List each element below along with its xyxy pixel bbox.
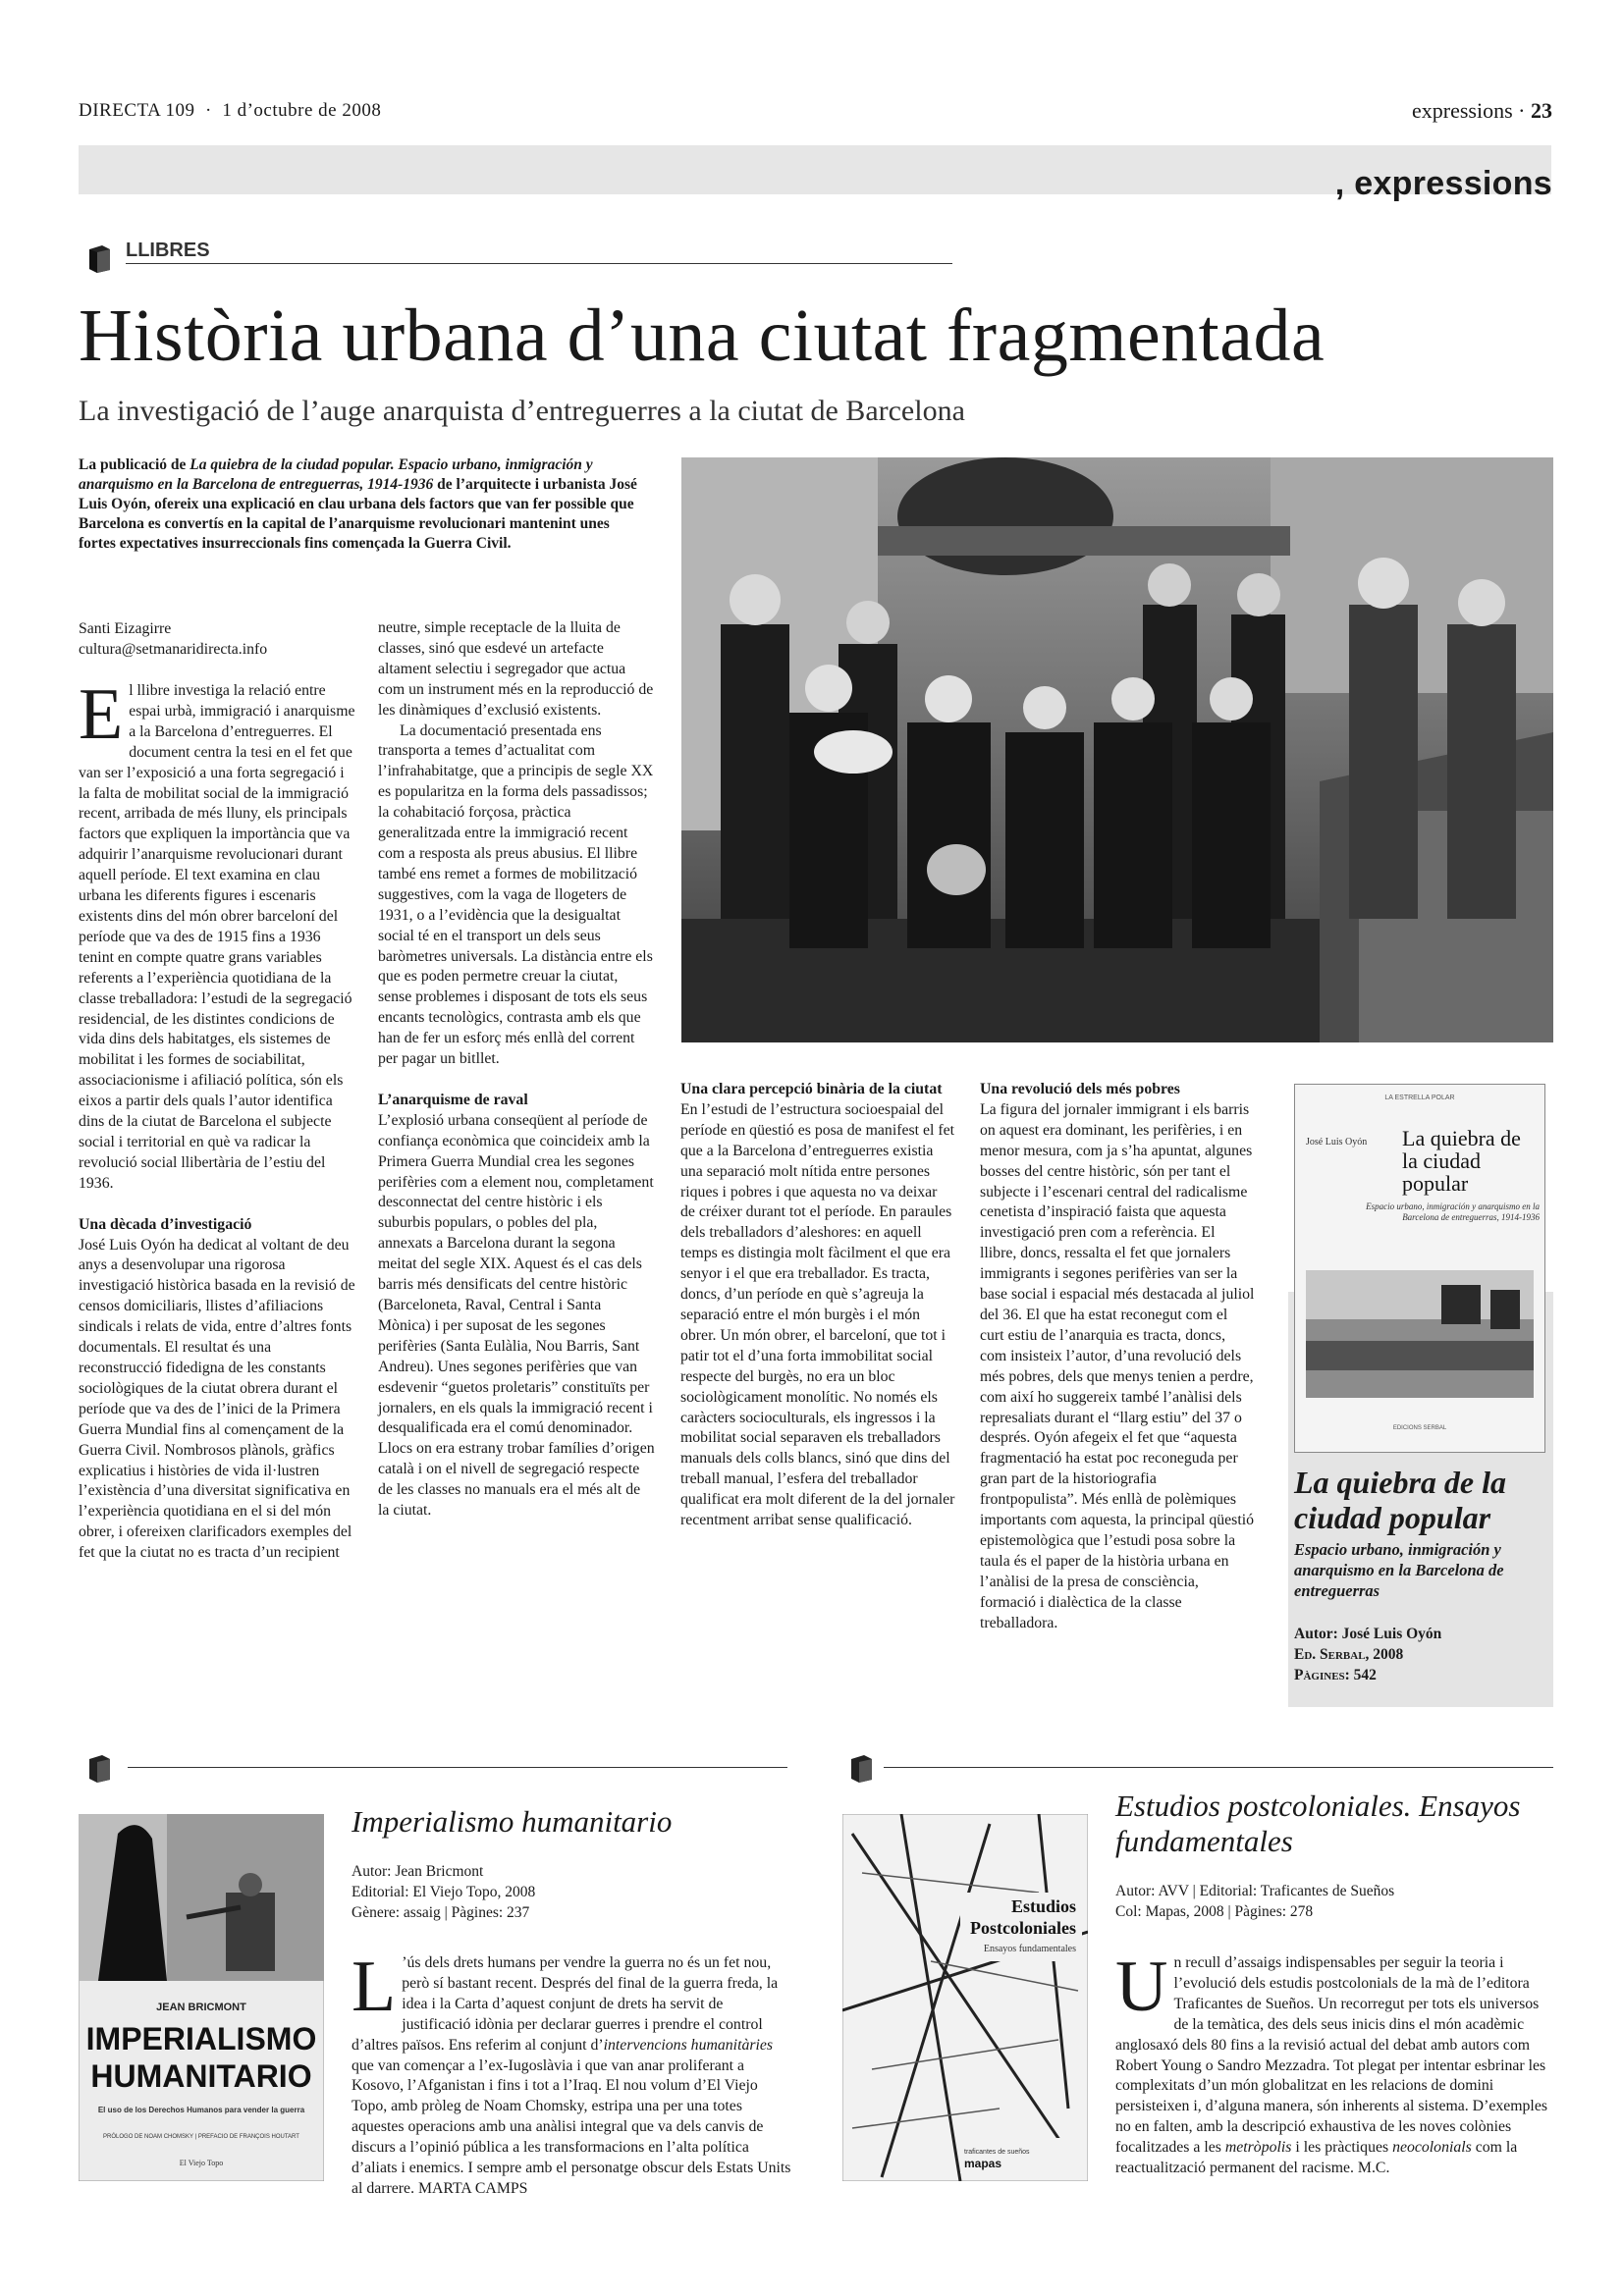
article-paragraph-5: L’explosió urbana conseqüent al període de confiança econòmica que coincideix amb la Primera Guerra Mundial crea les segones perifèries com a element nou, completament desconnectat del centre històric i els suburbis populars, o pobles del pla, annexats a Barcelona durant la segona meitat del segle XIX. Aquest és el cas dels barris més densificats del centre històric (Barceloneta, Raval, Central i Santa Mònica) i per suposat de les segones perifèries (Santa Eulàlia, Nou Barris, Sant Andreu). Unes segones perifèries que van esdevenir “guetos proletaris” constituïts per jornalers, en els quals la immigració recent i desqualificada era el comú denominador. Llocs on era estrany trobar famílies d’origen català i on el nivell de segregació respecte de les classes no manuals era el més alt de la ciutat. (378, 1111, 655, 1520)
cover2-title-2: HUMANITARIO (90, 2058, 312, 2094)
book-cover-imperialismo (79, 1814, 324, 2181)
issue-number: DIRECTA 109 (79, 100, 195, 121)
cover3-publisher: traficantes de sueños (964, 2149, 1030, 2156)
cover2-author: JEAN BRICMONT (156, 2002, 246, 2013)
cover3-subtitle: Ensayos fundamentales (983, 1944, 1076, 1954)
cover1-publisher: EDICIONS SERBAL (1392, 1425, 1447, 1431)
sidebar-author: Autor: José Luis Oyón (1294, 1626, 1442, 1642)
cover1-title: La quiebra de la ciudad popular (1402, 1127, 1521, 1196)
subheading-binaria: Una clara percepció binària de la ciutat (680, 1081, 943, 1097)
review-2-body (1115, 1947, 1553, 2179)
historic-group-photo (681, 457, 1553, 1042)
article-paragraph-3: neutre, simple receptacle de la lluita de classes, sinó que esdevé un artefacte altament selectiu i segregador que actua com un instrument més en la reproducció de les dinàmiques d’exclusió existents. (378, 619, 654, 719)
sidebar-pages: Pàgines: 542 (1294, 1667, 1377, 1683)
review-2-text-2: i les pràctiques (1291, 2139, 1393, 2157)
review-1-title: Imperialismo humanitario (352, 1804, 673, 1839)
page-number: 23 (1531, 98, 1552, 123)
byline (79, 618, 363, 660)
review-1-genre-pages: Gènere: assaig | Pàgines: 237 (352, 1904, 530, 1921)
cover3-title-1: Estudios (1010, 1896, 1076, 1916)
sidebar-book-subtitle: Espacio urbano, inmigración y anarquismo en la Barcelona de entreguerras (1294, 1540, 1504, 1600)
subheading-raval: L’anarquisme de raval (378, 1091, 528, 1108)
review-2-italic-1: metròpolis (1224, 2139, 1292, 2157)
article-column-4 (980, 1080, 1255, 1633)
author-email: cultura@setmanaridirecta.info (79, 641, 268, 658)
article-paragraph-2: José Luis Oyón ha dedicat al voltant de deu anys a desenvolupar una rigorosa investigació històrica basada en la revisió de censos domiciliaris, llistes d’afiliacions sindicals i relats de vida, entre d’altres fonts documentals. El resultat és una reconstrucció fidedigna de les constants sociològiques de la ciutat obrera durant el període que va des de l’inici de la Primera Guerra Mundial fins al començament de la Guerra Civil. Nombrosos plànols, gràfics explicatius i històries de vida il·lustren l’existència d’una diversitat significativa en l’experiència quotidiana en el si del món obrer, i ofereixen clarificadors exemples del fet que la ciutat no es tracta d’un recipient (79, 1236, 355, 1562)
article-paragraph-7: La figura del jornaler immigrant i els barris on aquest era dominant, les perifèries, i en menor mesura, com ja s’ha apuntat, algunes bosses del centre històric, són per tant el subjecte i l’escenari central del radicalisme cenetista d’inspiració faista que aquesta investigació pren com a referència. El llibre, doncs, ressalta el fet que jornalers immigrants i segones perifèries van ser la base social i espacial més destacada al juliol del 36. El que ha estat reconegut com el curt estiu de l’anarquia es tracta, doncs, com insisteix l’autor, d’una revolució dels més pobres, dels que menys tenien a perdre, com així ho suggereix també l’anàlisi dels represaliats durant el “llarg estiu” del 37 o després. Oyón afegeix el fet que “aquesta fragmentació ha estat poc reconeguda per gran part de la historiografia frontpopulista”. Més enllà de polèmiques importants com aquesta, la principal qüestió epistemològica que l’estudi posa sobre la taula és el paper de la història urbana en l’anàlisi de la presa de consciència, formació i dialèctica de la classe treballadora. (980, 1100, 1255, 1631)
cover2-publisher: El Viejo Topo (179, 2159, 224, 2167)
book-cover-quiebra (1294, 1084, 1545, 1453)
subheading-decada: Una dècada d’investigació (79, 1215, 252, 1233)
cover2-prologue: PRÓLOGO DE NOAM CHOMSKY | PREFACIO DE FRANÇOIS HOUTART (103, 2134, 299, 2140)
rubric-rule (126, 263, 952, 264)
cover1-series: LA ESTRELLA POLAR (1384, 1095, 1455, 1101)
cover1-subtitle: Espacio urbano, inmigración y anarquismo en la Barcelona de entreguerras, 1914-1936 (1366, 1201, 1540, 1222)
article-paragraph-1: l llibre investiga la relació entre espai urbà, immigració i anarquisme a la Barcelona d’entreguerres. El document centra la tesi en el fet que van ser l’exposició a una forta segregació i la falta de mobilitat social de la immigració recent, arribada de més lluny, els principals factors que expliquen la importància que va adquirir l’anarquisme revolucionari durant aquell període. El text examina en clau urbana les diferents figures i escenaris existents dins del món obrer barceloní del període que va des de 1915 fins a 1936 tenint en compte quatre grans variables referents a l’experiència quotidiana de la classe treballadora: l’estudi de la segregació residencial, de les distintes condicions de vida dins dels habitatges, els sistemes de mobilitat i les formes de sociabilitat, associacionisme i afiliació política, són els eixos a partir dels quals l’autor identifica dins de la ciutat de Barcelona el subjecte social i territorial en què va radicar la revolució social llibertària de l’estiu del 1936. (79, 682, 355, 1192)
cover3-series: mapas (964, 2157, 1002, 2170)
header-separator: · (205, 100, 212, 121)
lead-text-2: de l’arquitecte i urbanista José Luis Oyón, ofereix una explicació en clau urbana dels factors que van fer possible que Barcelona es convertís en la capital de l’anarquisme revolucionari mantenint unes fortes expectatives insurreccionals fins començada la Guerra Civil. (79, 476, 637, 552)
review-1-text-1: ’ús dels drets humans per vendre la guerra no és un fet nou, però sí bastant recent. Després del final de la guerra freda, la idea i la Carta d’aquest conjunt de drets ha servit de justificació idònia per declarar guerres i prendre el control d’altres països. Ens referim al conjunt d’ (352, 1954, 779, 2054)
review-2-text-1: n recull d’assaigs indispensables per seguir la teoria i l’evolució dels estudis postcolonials de la mà de l’editora Traficantes de Sueños. Un recorregut per tots els universos de la temàtica, des dels seus inicis dins el món acadèmic anglosaxó dels 80 fins a la revisió actual del debat amb autors com Robert Young o Sandro Mezzadra. Tot plegat per intentar esbrinar les complexitats d’un món globalitzat en les relacions de domini persisteixen i, d’alguna manera, són inherents al sistema. D’exemples no en falten, amb la descripció exhaustiva de les noves colònies focalitzades a les (1115, 1954, 1547, 2157)
cover2-subtitle: El uso de los Derechos Humanos para vender la guerra (97, 2106, 305, 2114)
section-rule-right (884, 1767, 1553, 1768)
article-paragraph-4: La documentació presentada ens transporta a temes d’actualitat com l’infrahabitatge, que a principis de segle XX es popularitza en la forma dels passadissos; la cohabitació forçosa, pràctica generalitzada entre la immigració recent com a resposta als preus abusius. El llibre també ens remet a formes de mobilització suggestives, com la vaga de llogeters de 1931, o a l’evidència que la desigualtat social té en el transport un dels seus baròmetres universals. La distància entre els que es poden permetre creuar la ciutat, sense problemes i disposant de tots els seus encants tecnològics, contrasta amb els que han de fer un esforç més enllà del corrent per pagar un bitllet. (378, 721, 654, 1068)
review-2-author-publisher: Autor: AVV | Editorial: Traficantes de Sueños (1115, 1883, 1395, 1899)
book-icon (848, 1753, 874, 1783)
review-1-drop-cap: L (352, 1947, 397, 2027)
drop-cap: E (79, 674, 124, 755)
subheading-revolucio: Una revolució dels més pobres (980, 1081, 1180, 1097)
page-folio (1412, 98, 1552, 124)
sidebar-book-meta (1294, 1624, 1549, 1685)
review-1-meta (352, 1861, 803, 1923)
section-rule-left (128, 1767, 787, 1768)
review-2-title: Estudios postcoloniales. Ensayos fundamentales (1115, 1789, 1521, 1858)
cover3-title-2: Postcoloniales (970, 1918, 1076, 1938)
cover2-title-1: IMPERIALISMO (85, 2021, 317, 2056)
book-icon (86, 1753, 112, 1783)
issue-date-line (79, 100, 381, 122)
article-column-1 (79, 674, 357, 1564)
review-2-italic-2: neocolonials (1392, 2139, 1472, 2157)
review-1-publisher: Editorial: El Viejo Topo, 2008 (352, 1884, 536, 1900)
review-2-text-3: com la reactualització permanent del racisme. M.C. (1115, 2139, 1518, 2177)
headline: Història urbana d’una ciutat fragmentada (79, 294, 1325, 377)
section-band (79, 145, 1551, 194)
article-column-2 (378, 618, 655, 1522)
lead-book-title: La quiebra de la ciudad popular. Espacio urbano, inmigración y anarquismo en la Barcelona de entreguerras, 1914-1936 (79, 456, 593, 493)
author-name: Santi Eizagirre (79, 620, 172, 637)
article-paragraph-6: En l’estudi de l’estructura socioespaial del període en qüestió es posa de manifest el fet que a la Barcelona d’entreguerres existia una separació molt nítida entre persones riques i pobres i que aquesta no va deixar de créixer durant tot el període. En paraules dels treballadors d’aleshores: en aquell temps es distingia molt fàcilment el que era senyor i el que era treballador. Es tracta, doncs, d’un període en què s’agreuja la separació entre el món burgès i el món obrer. Un món obrer, el barceloní, que tot i patir tot el d’una forta immobilitat social respecte del burgès, no era un bloc sociològicament monolític. No només els caràcters socioculturals, els ingressos i la mobilitat social separaven els treballadors manuals dels colls blancs, sinó que dins del treball manual, l’esfera del treballador qualificat era molt diferent de la del jornaler recentment arribat sense qualificació. (680, 1100, 955, 1529)
review-1-italic: intervencions humanitàries (603, 2036, 774, 2054)
review-1-author: Autor: Jean Bricmont (352, 1863, 484, 1880)
review-1-body (352, 1947, 793, 2200)
issue-date: 1 d’octubre de 2008 (222, 100, 382, 121)
folio-section: expressions (1412, 98, 1513, 123)
review-2-drop-cap: U (1115, 1947, 1168, 2027)
rubric-label: LLIBRES (126, 240, 210, 261)
book-cover-estudios (842, 1814, 1088, 2181)
article-lead (79, 455, 648, 554)
review-2-meta (1115, 1881, 1547, 1922)
review-2-collection-pages: Col: Mapas, 2008 | Pàgines: 278 (1115, 1903, 1314, 1920)
lead-text-1: La publicació de (79, 456, 190, 473)
cover1-author: José Luis Oyón (1306, 1137, 1368, 1148)
review-1-text-2: que van començar a l’ex-Iugoslàvia i que van anar proliferant a Kosovo, l’Afganistan i fins i tot a l’Iraq. El nou volum d’El Viejo Topo, amb pròleg de Noam Chomsky, estripa una per una totes aquestes operacions amb una anàlisi integral que va dels canvis de discurs a l’opinió pública a les transformacions en l’alta política d’aliats i enemics. I sempre amb el personatge obscur dels Estats Units al darrere. MARTA CAMPS (352, 2056, 791, 2197)
article-column-3 (680, 1080, 955, 1531)
sidebar-publisher: Ed. Serbal, 2008 (1294, 1646, 1404, 1663)
subheadline: La investigació de l’auge anarquista d’entreguerres a la ciutat de Barcelona (79, 395, 965, 427)
folio-separator: · (1518, 98, 1526, 123)
sidebar-book-title: La quiebra de la ciudad popular (1294, 1465, 1506, 1535)
book-icon (86, 243, 112, 273)
section-title: , expressions (1334, 165, 1552, 202)
